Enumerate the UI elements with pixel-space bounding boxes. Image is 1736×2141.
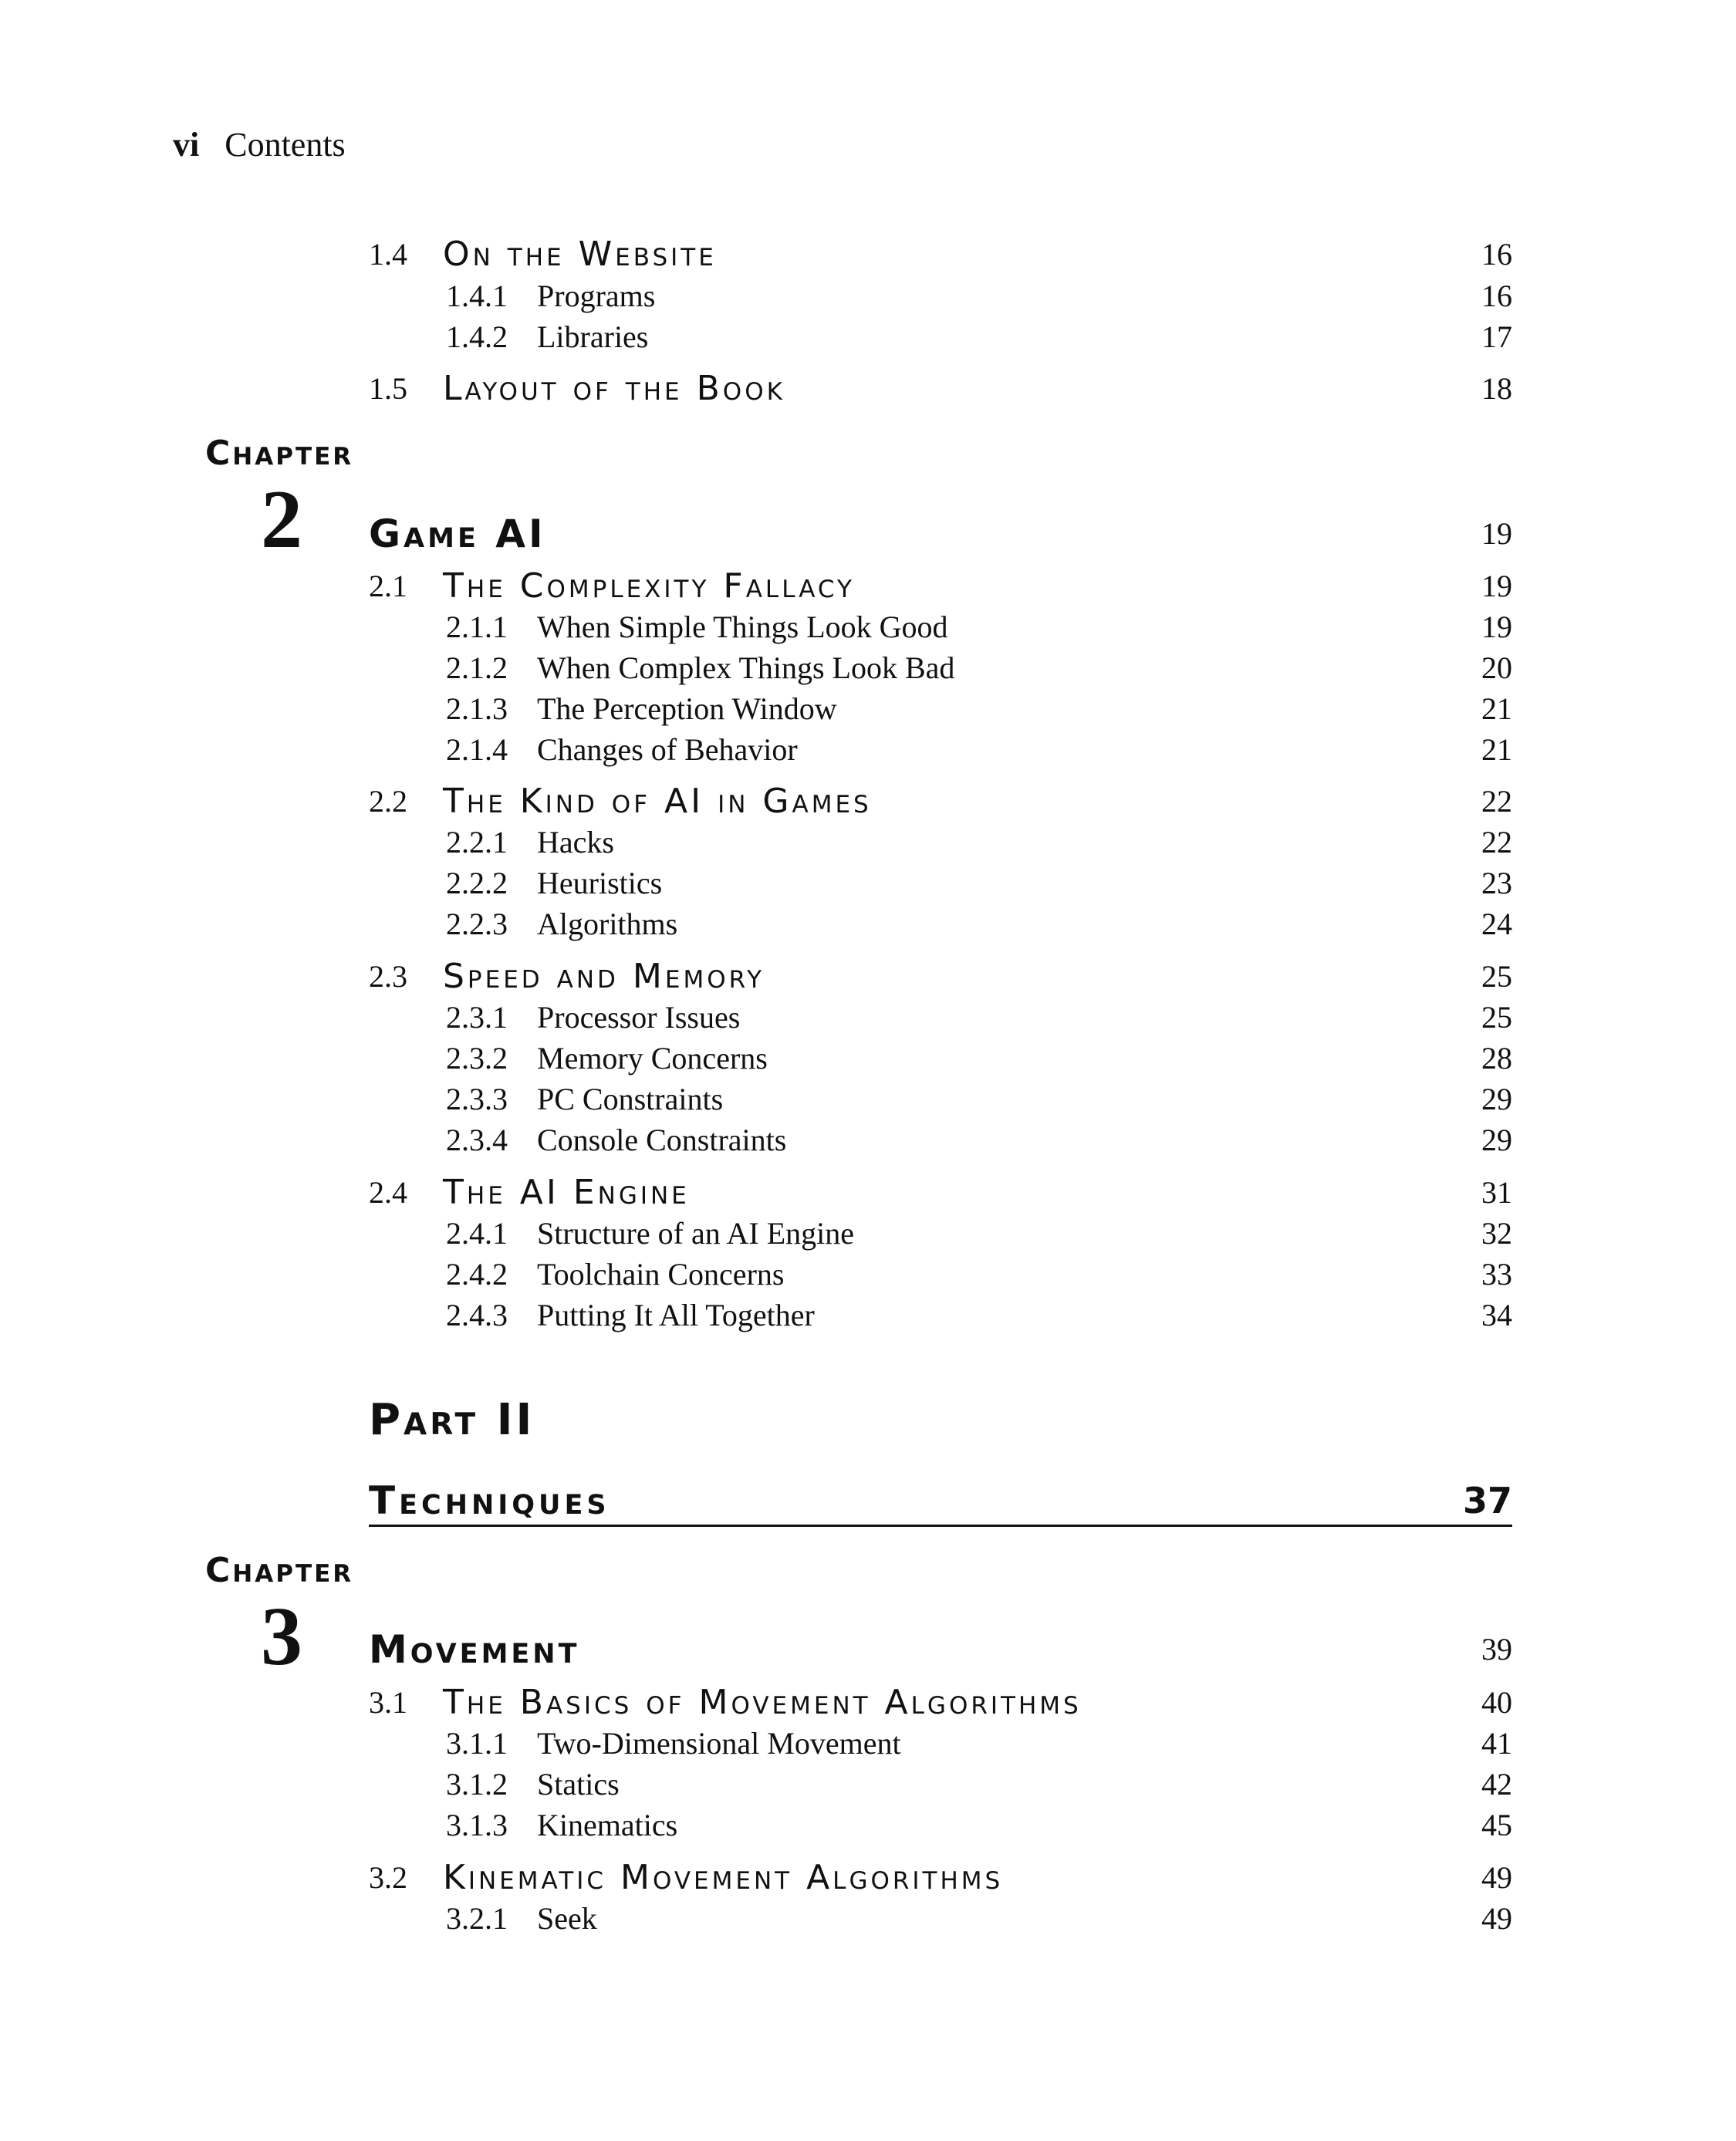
part-divider-rule <box>369 1525 1512 1527</box>
subsection-number: 2.4.3 <box>446 1298 508 1332</box>
toc-subsection-2-3-3[interactable] <box>0 1079 1736 1119</box>
subsection-number: 3.1.3 <box>446 1808 508 1842</box>
subsection-number: 2.2.1 <box>446 825 508 859</box>
running-head <box>173 122 346 168</box>
subsection-title: Console Constraints <box>537 1123 787 1157</box>
part-page: 37 <box>1462 1480 1512 1521</box>
subsection-page: 29 <box>1481 1082 1512 1116</box>
section-number: 1.4 <box>369 237 407 272</box>
toc-subsection-2-2-1[interactable] <box>0 822 1736 863</box>
subsection-title: Processor Issues <box>537 1000 741 1035</box>
subsection-page: 41 <box>1481 1726 1512 1761</box>
subsection-title: Two-Dimensional Movement <box>537 1726 901 1761</box>
subsection-number: 2.1.2 <box>446 650 508 685</box>
section-page: 16 <box>1481 237 1512 272</box>
subsection-title: Statics <box>537 1767 620 1802</box>
subsection-title: Kinematics <box>537 1808 678 1842</box>
subsection-title: Changes of Behavior <box>537 732 798 767</box>
subsection-page: 29 <box>1481 1123 1512 1157</box>
section-number: 2.4 <box>369 1175 407 1210</box>
subsection-title: When Simple Things Look Good <box>537 610 948 644</box>
toc-subsection-2-1-4[interactable] <box>0 730 1736 770</box>
subsection-page: 19 <box>1481 610 1512 644</box>
toc-subsection-2-2-2[interactable] <box>0 863 1736 903</box>
subsection-number: 1.4.1 <box>446 279 508 313</box>
section-title: The Basics of Movement Algorithms <box>443 1683 1082 1722</box>
section-page: 40 <box>1481 1685 1512 1720</box>
subsection-page: 42 <box>1481 1767 1512 1802</box>
toc-chapter-3[interactable] <box>0 1626 1736 1673</box>
toc-section-1-4[interactable] <box>0 235 1736 275</box>
subsection-number: 2.3.3 <box>446 1082 508 1116</box>
toc-subsection-2-1-2[interactable] <box>0 648 1736 688</box>
chapter-page: 39 <box>1481 1632 1512 1667</box>
part-title: Techniques <box>369 1478 610 1523</box>
toc-subsection-1-4-1[interactable] <box>0 276 1736 316</box>
subsection-page: 22 <box>1481 825 1512 859</box>
subsection-number: 3.2.1 <box>446 1901 508 1936</box>
section-title: The Complexity Fallacy <box>443 566 855 606</box>
subsection-title: Toolchain Concerns <box>537 1257 785 1292</box>
subsection-page: 21 <box>1481 691 1512 726</box>
running-head-title: Contents <box>225 126 346 164</box>
toc-part-2[interactable] <box>0 1477 1736 1525</box>
subsection-title: Structure of an AI Engine <box>537 1216 854 1251</box>
toc-subsection-3-1-3[interactable] <box>0 1805 1736 1846</box>
section-title: The Kind of AI in Games <box>443 782 872 821</box>
section-number: 3.2 <box>369 1860 407 1895</box>
chapter-number: 2 <box>261 474 302 566</box>
part-label: Part II <box>369 1395 535 1445</box>
section-title: On the Website <box>443 235 717 274</box>
toc-subsection-2-1-3[interactable] <box>0 689 1736 729</box>
section-page: 31 <box>1481 1175 1512 1210</box>
chapter-title: Movement <box>369 1627 580 1672</box>
subsection-page: 45 <box>1481 1808 1512 1842</box>
subsection-title: Seek <box>537 1901 597 1936</box>
toc-section-2-1[interactable] <box>0 566 1736 606</box>
subsection-page: 32 <box>1481 1216 1512 1251</box>
subsection-page: 49 <box>1481 1901 1512 1936</box>
section-page: 22 <box>1481 784 1512 819</box>
section-title: Layout of the Book <box>443 369 785 408</box>
subsection-number: 1.4.2 <box>446 319 508 354</box>
subsection-title: Algorithms <box>537 907 678 941</box>
toc-subsection-3-1-2[interactable] <box>0 1764 1736 1805</box>
subsection-title: When Complex Things Look Bad <box>537 650 955 685</box>
subsection-page: 21 <box>1481 732 1512 767</box>
section-number: 2.1 <box>369 569 407 603</box>
chapter-number: 3 <box>261 1591 302 1683</box>
subsection-number: 2.1.3 <box>446 691 508 726</box>
section-number: 3.1 <box>369 1685 407 1720</box>
toc-subsection-2-3-1[interactable] <box>0 998 1736 1038</box>
subsection-number: 3.1.1 <box>446 1726 508 1761</box>
section-number: 1.5 <box>369 371 407 406</box>
subsection-title: Memory Concerns <box>537 1041 768 1076</box>
subsection-page: 20 <box>1481 650 1512 685</box>
toc-subsection-2-4-1[interactable] <box>0 1214 1736 1254</box>
subsection-page: 25 <box>1481 1000 1512 1035</box>
toc-subsection-3-2-1[interactable] <box>0 1899 1736 1939</box>
subsection-page: 23 <box>1481 866 1512 900</box>
subsection-number: 3.1.2 <box>446 1767 508 1802</box>
section-page: 25 <box>1481 959 1512 994</box>
section-page: 49 <box>1481 1860 1512 1895</box>
subsection-number: 2.2.2 <box>446 866 508 900</box>
chapter-label: Chapter <box>205 1551 354 1590</box>
subsection-number: 2.3.2 <box>446 1041 508 1076</box>
subsection-page: 17 <box>1481 319 1512 354</box>
toc-chapter-2[interactable] <box>0 511 1736 557</box>
section-title: Speed and Memory <box>443 957 765 996</box>
section-title: Kinematic Movement Algorithms <box>443 1858 1004 1897</box>
chapter-page: 19 <box>1481 516 1512 551</box>
subsection-number: 2.1.4 <box>446 732 508 767</box>
toc-subsection-2-3-4[interactable] <box>0 1120 1736 1160</box>
toc-subsection-3-1-1[interactable] <box>0 1724 1736 1764</box>
subsection-title: The Perception Window <box>537 691 837 726</box>
section-number: 2.3 <box>369 959 407 994</box>
subsection-page: 16 <box>1481 279 1512 313</box>
subsection-title: Heuristics <box>537 866 663 900</box>
toc-subsection-1-4-2[interactable] <box>0 317 1736 357</box>
toc-subsection-2-4-2[interactable] <box>0 1255 1736 1295</box>
subsection-title: PC Constraints <box>537 1082 724 1116</box>
subsection-number: 2.4.1 <box>446 1216 508 1251</box>
subsection-title: Libraries <box>537 319 649 354</box>
subsection-number: 2.2.3 <box>446 907 508 941</box>
toc-section-1-5[interactable] <box>0 369 1736 409</box>
section-page: 19 <box>1481 569 1512 603</box>
section-title: The AI Engine <box>443 1173 690 1212</box>
subsection-number: 2.3.4 <box>446 1123 508 1157</box>
subsection-number: 2.1.1 <box>446 610 508 644</box>
section-number: 2.2 <box>369 784 407 819</box>
toc-subsection-2-2-3[interactable] <box>0 904 1736 944</box>
toc-section-2-2[interactable] <box>0 782 1736 822</box>
toc-section-2-3[interactable] <box>0 957 1736 997</box>
toc-section-3-1[interactable] <box>0 1683 1736 1723</box>
subsection-title: Hacks <box>537 825 614 859</box>
subsection-page: 24 <box>1481 907 1512 941</box>
subsection-page: 28 <box>1481 1041 1512 1076</box>
page-folio: vi <box>173 126 200 164</box>
toc-section-3-2[interactable] <box>0 1858 1736 1898</box>
toc-subsection-2-4-3[interactable] <box>0 1295 1736 1336</box>
subsection-page: 33 <box>1481 1257 1512 1292</box>
toc-section-2-4[interactable] <box>0 1173 1736 1213</box>
section-page: 18 <box>1481 371 1512 406</box>
subsection-number: 2.4.2 <box>446 1257 508 1292</box>
subsection-title: Putting It All Together <box>537 1298 815 1332</box>
subsection-number: 2.3.1 <box>446 1000 508 1035</box>
subsection-page: 34 <box>1481 1298 1512 1332</box>
chapter-title: Game AI <box>369 512 546 556</box>
toc-subsection-2-3-2[interactable] <box>0 1038 1736 1079</box>
toc-subsection-2-1-1[interactable] <box>0 607 1736 647</box>
chapter-label: Chapter <box>205 434 354 473</box>
subsection-title: Programs <box>537 279 656 313</box>
